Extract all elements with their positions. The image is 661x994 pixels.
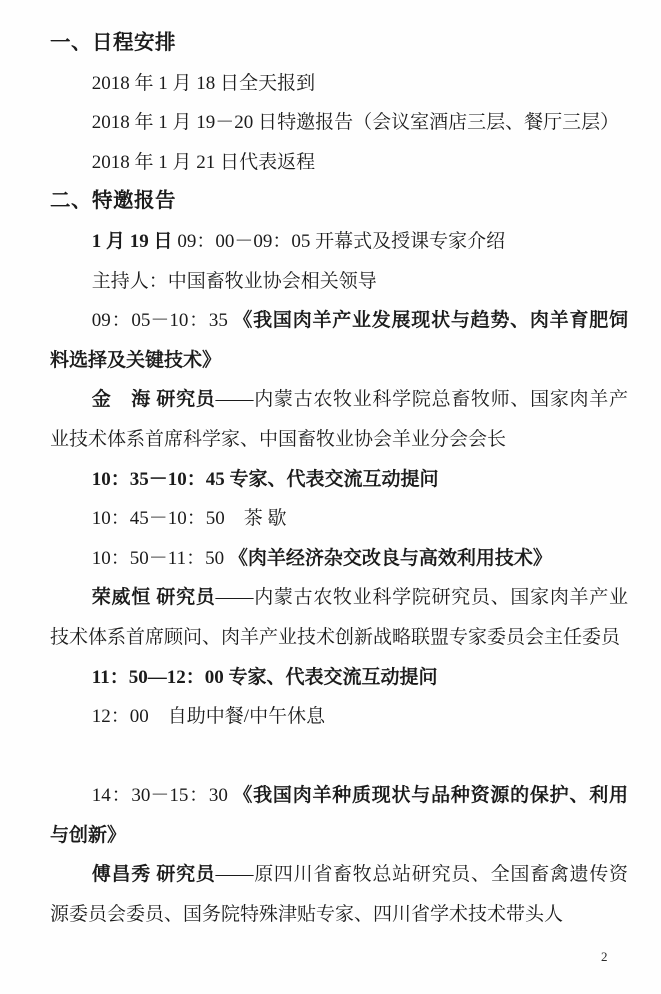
paragraph bbox=[50, 658, 628, 698]
paragraph bbox=[50, 697, 628, 737]
text-run: 主持人：中国畜牧业协会相关领导 bbox=[91, 270, 377, 292]
paragraph bbox=[50, 222, 628, 262]
paragraph bbox=[50, 776, 628, 855]
schedule-row bbox=[50, 64, 628, 104]
paragraph bbox=[50, 855, 628, 934]
section-heading bbox=[50, 182, 628, 222]
text-run: 10：50－11：50 bbox=[91, 547, 229, 569]
schedule-desc: 全天报到 bbox=[239, 72, 316, 94]
schedule-desc: 代表返程 bbox=[239, 151, 316, 173]
schedule-date: 2018 年 1 月 19－20 日 bbox=[91, 112, 278, 134]
text-run: ——原四川省畜牧总站研究员、全国畜禽遗传资源委员会委员、国务院特殊津贴专家、四川省学术技术带头人 bbox=[50, 864, 628, 926]
paragraph bbox=[50, 578, 628, 657]
schedule-date: 2018 年 1 月 18 日 bbox=[91, 72, 240, 94]
text-run: 09：05－10：35 bbox=[91, 310, 234, 332]
document-content bbox=[50, 24, 628, 935]
text-run: 《肉羊经济杂交改良与高效利用技术》 bbox=[228, 547, 552, 569]
text-run: 09：00－09：05 开幕式及授课专家介绍 bbox=[172, 230, 506, 252]
text-run: 荣威恒 研究员 bbox=[91, 587, 216, 609]
paragraph bbox=[50, 262, 628, 302]
text-run: 12：00 自助中餐/中午休息 bbox=[91, 706, 326, 728]
text-run: 二、特邀报告 bbox=[50, 190, 176, 213]
text-run: 14：30－15：30 bbox=[91, 785, 234, 807]
text-run: 10：45－10：50 茶 歇 bbox=[91, 508, 287, 530]
text-run: 《我国肉羊产业发展现状与趋势、肉羊育肥饲料选择及关键技术》 bbox=[50, 310, 628, 371]
paragraph bbox=[50, 460, 628, 500]
paragraph bbox=[50, 301, 628, 380]
paragraph bbox=[50, 539, 628, 579]
text-run: 1 月 19 日 bbox=[91, 230, 173, 252]
schedule-date: 2018 年 1 月 21 日 bbox=[91, 151, 240, 173]
text-run: ——内蒙古农牧业科学院研究员、国家肉羊产业技术体系首席顾问、肉羊产业技术创新战略联盟专家委员会主任委员 bbox=[50, 587, 628, 648]
section-heading bbox=[50, 24, 628, 64]
text-run: 傅昌秀 研究员 bbox=[91, 864, 216, 886]
schedule-row bbox=[50, 103, 628, 143]
page-number: 2 bbox=[601, 949, 608, 964]
text-run: 《我国肉羊种质现状与品种资源的保护、利用与创新》 bbox=[50, 785, 628, 846]
text-run: 11：50—12：00 专家、代表交流互动提问 bbox=[91, 666, 438, 688]
blank-line bbox=[50, 737, 628, 777]
paragraph bbox=[50, 499, 628, 539]
text-run: 10：35－10：45 专家、代表交流互动提问 bbox=[91, 468, 439, 490]
schedule-desc: 特邀报告（会议室酒店三层、餐厅三层） bbox=[277, 112, 620, 134]
schedule-row bbox=[50, 143, 628, 183]
text-run: 金 海 研究员 bbox=[91, 389, 216, 411]
text-run: 一、日程安排 bbox=[50, 32, 176, 54]
text-run: ——内蒙古农牧业科学院总畜牧师、国家肉羊产业技术体系首席科学家、中国畜牧业协会羊业分会会长 bbox=[50, 389, 628, 450]
paragraph bbox=[50, 380, 628, 459]
